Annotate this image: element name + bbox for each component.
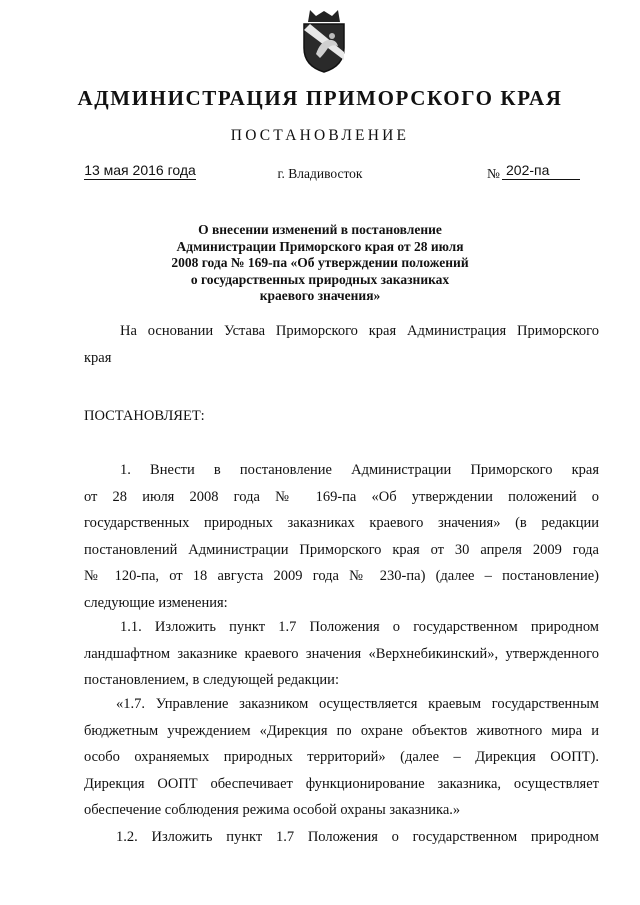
title-line: О внесении изменений в постановление <box>198 222 442 237</box>
text-line: государственных природных заказниках краевого значения» (в редакции <box>84 515 599 531</box>
text-line: ПОСТАНОВЛЯЕТ: <box>84 408 205 424</box>
text-line: Дирекция ООПТ обеспечивает функционирование заказника, осуществляет <box>84 775 599 792</box>
title-line: краевого значения» <box>259 288 381 303</box>
number-sign: № <box>487 166 500 181</box>
title-line: Администрации Приморского края от 28 июля <box>176 238 464 254</box>
quote-paragraph <box>84 691 599 824</box>
item-1-paragraph <box>84 457 599 616</box>
text-line: края <box>84 349 112 366</box>
text-line: следующие изменения: <box>84 594 228 611</box>
document-city: г. Владивосток <box>277 166 363 181</box>
text-line: бюджетным учреждением «Дирекция по охране объектов животного мира и <box>84 722 599 739</box>
text-line: обеспечение соблюдения режима особой охраны заказника.» <box>84 802 461 818</box>
title-line: о государственных природных заказниках <box>190 271 450 287</box>
text-line: 1.2. Изложить пункт 1.7 Положения о государственном природном <box>116 829 599 845</box>
document-date: 13 мая 2016 года <box>84 162 196 178</box>
text-line: ландшафтном заказнике краевого значения «Верхнебикинский», утвержденного <box>84 645 599 662</box>
document-number: 202-па <box>502 162 580 180</box>
text-line: от 28 июля 2008 года № 169-па «Об утверждении положений о <box>84 488 599 505</box>
basis-paragraph <box>84 318 599 371</box>
organization-title: АДМИНИСТРАЦИЯ ПРИМОРСКОГО КРАЯ <box>77 86 563 110</box>
resolves-heading <box>84 403 599 430</box>
text-line: «1.7. Управление заказником осуществляется краевым государственным <box>116 696 599 712</box>
document-type: ПОСТАНОВЛЕНИЕ <box>230 127 410 144</box>
text-line: особо охраняемых природных территорий» (далее – Дирекция ООПТ). <box>84 749 599 765</box>
title-line: 2008 года № 169-па «Об утверждении положений <box>171 255 469 270</box>
coat-of-arms-emblem <box>296 8 352 74</box>
text-line: постановлением, в следующей редакции: <box>84 672 339 688</box>
text-line: 1.1. Изложить пункт 1.7 Положения о государственном природном <box>120 619 599 635</box>
text-line: № 120-па, от 18 августа 2009 года № 230-па) (далее – постановление) <box>84 568 599 584</box>
text-line: 1. Внести в постановление Администрации Приморского края <box>120 462 599 478</box>
text-line: На основании Устава Приморского края Администрация Приморского <box>120 323 599 339</box>
item-1-2-paragraph <box>84 824 599 851</box>
text-line: постановлений Администрации Приморского края от 30 апреля 2009 года <box>84 541 599 558</box>
item-1-1-paragraph <box>84 614 599 694</box>
document-title <box>150 222 490 305</box>
